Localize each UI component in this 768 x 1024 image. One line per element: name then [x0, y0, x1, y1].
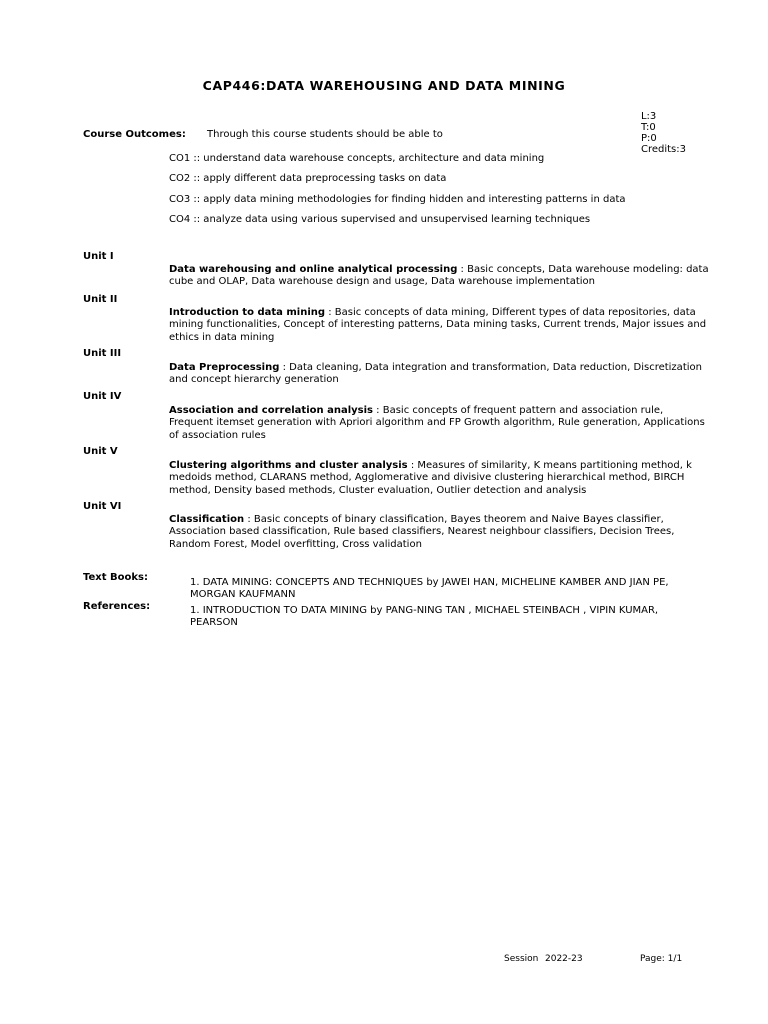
session-value: 2022-23	[545, 954, 583, 964]
unit-heading: Data Preprocessing	[169, 362, 280, 373]
course-outcome-item: CO3 :: apply data mining methodologies for finding hidden and interesting patterns in data	[169, 194, 626, 205]
references-label: References:	[83, 601, 151, 612]
unit-text: : Measures of similarity, K means partitioning method, k medoids method, CLARANS method, Agglomerative and divisive clustering hierarchical method, BIRCH method, Density based methods, Cluster evaluation, Outlier detection and analysis	[169, 460, 692, 496]
credits-t: T:0	[640, 122, 656, 133]
credits-value: Credits:3	[640, 144, 686, 155]
unit-text: : Basic concepts of binary classification, Bayes theorem and Naive Bayes classifier, Association based classification, Rule based classifiers, Nearest neighbour classifiers, Decision Trees, Random Forest, Model overfitting, Cross validation	[169, 514, 675, 550]
unit-label: Unit II	[83, 294, 118, 305]
unit-content	[169, 514, 709, 551]
unit-heading: Introduction to data mining	[169, 307, 326, 318]
credits-line	[635, 100, 686, 155]
course-outcomes-label: Course Outcomes:	[83, 129, 186, 140]
unit-content	[169, 362, 709, 387]
unit-label: Unit IV	[83, 391, 122, 402]
unit-heading: Clustering algorithms and cluster analysis	[169, 460, 408, 471]
session-label: Session	[504, 954, 539, 964]
course-outcome-item: CO1 :: understand data warehouse concepts, architecture and data mining	[169, 153, 545, 164]
unit-text: : Data cleaning, Data integration and transformation, Data reduction, Discretization and concept hierarchy generation	[169, 362, 702, 386]
unit-text: : Basic concepts of frequent pattern and association rule, Frequent itemset generation with Apriori algorithm and FP Growth algorithm, Rule generation, Applications of association rules	[169, 405, 705, 441]
unit-label: Unit I	[83, 251, 114, 262]
unit-label: Unit V	[83, 446, 118, 457]
reference-item: 1. INTRODUCTION TO DATA MINING by PANG-NING TAN , MICHAEL STEINBACH , VIPIN KUMAR, PEARSON	[190, 605, 659, 629]
page-number: Page: 1/1	[640, 954, 683, 964]
unit-content	[169, 264, 709, 289]
unit-content	[169, 460, 709, 497]
text-book-item: 1. DATA MINING: CONCEPTS AND TECHNIQUES by JAWEI HAN, MICHELINE KAMBER AND JIAN PE, MORGAN KAUFMANN	[190, 577, 669, 601]
unit-heading: Data warehousing and online analytical processing	[169, 264, 458, 275]
credits-p: P:0	[640, 133, 657, 144]
unit-content	[169, 307, 709, 344]
course-outcomes-intro: Through this course students should be able to	[207, 129, 443, 140]
unit-content	[169, 405, 709, 442]
unit-heading: Association and correlation analysis	[169, 405, 373, 416]
unit-label: Unit VI	[83, 501, 122, 512]
unit-label: Unit III	[83, 348, 122, 359]
unit-text: : Basic concepts, Data warehouse modeling: data cube and OLAP, Data warehouse design and usage, Data warehouse implementation	[169, 264, 709, 288]
credits-l: L:3	[640, 111, 657, 122]
unit-heading: Classification	[169, 514, 245, 525]
course-outcome-item: CO4 :: analyze data using various supervised and unsupervised learning techniques	[169, 214, 591, 225]
course-outcome-item: CO2 :: apply different data preprocessing tasks on data	[169, 173, 447, 184]
text-books-label: Text Books:	[83, 572, 148, 583]
unit-text: : Basic concepts of data mining, Different types of data repositories, data mining functionalities, Concept of interesting patterns, Data mining tasks, Current trends, Major issues and ethics in data mining	[169, 307, 707, 343]
page-title: CAP446:DATA WAREHOUSING AND DATA MINING	[202, 78, 566, 93]
